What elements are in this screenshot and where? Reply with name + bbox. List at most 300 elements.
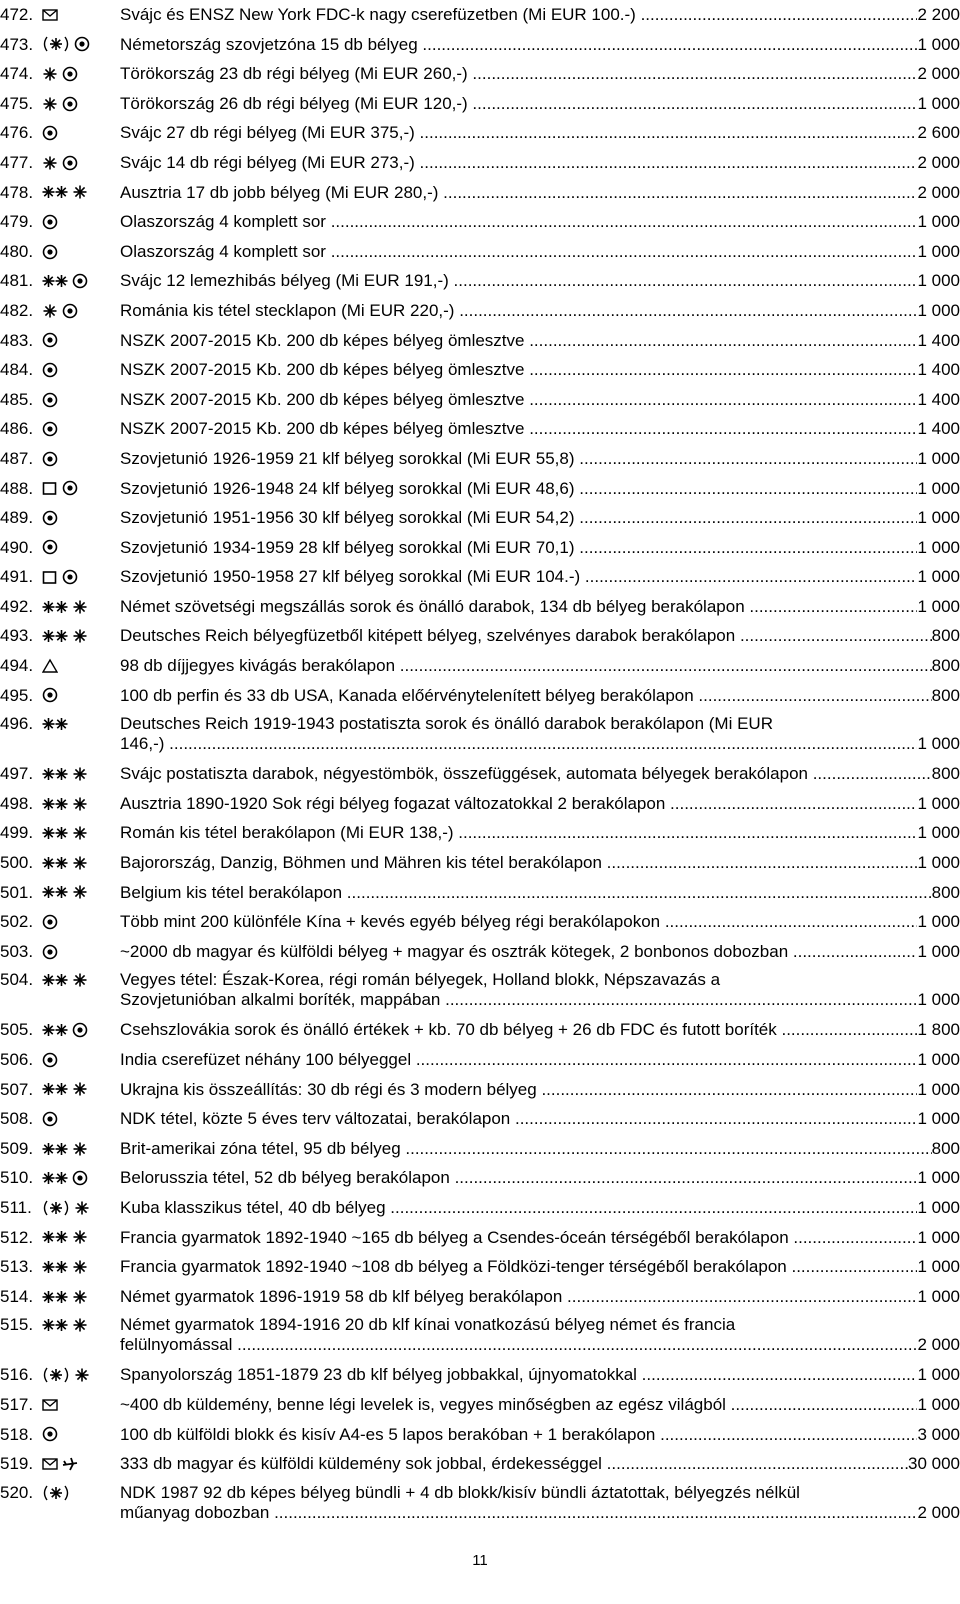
lot-price: 1 000: [917, 789, 960, 819]
lot-icons: [42, 970, 120, 990]
dot-circle-icon: [62, 66, 78, 82]
lot-text: 98 db díjjegyes kivágás berakólapon .....: [120, 651, 932, 681]
lot-number: 503.: [0, 941, 34, 961]
lot-text: Belgium kis tétel berakólapon .....: [120, 878, 932, 908]
lot-row: [0, 1045, 960, 1075]
lot-description: [120, 1134, 960, 1164]
lot-description: [120, 1315, 960, 1355]
double-star-icon: [42, 273, 68, 289]
lot-icons: [42, 118, 120, 148]
lot-icons: [42, 651, 120, 681]
lot-icons: [42, 1223, 120, 1253]
lot-text: India cserefüzet néhány 100 bélyeggel .....: [120, 1045, 917, 1075]
double-star-icon: [42, 1317, 68, 1333]
envelope-icon: [42, 1397, 58, 1413]
lot-icons: [42, 621, 120, 651]
star-icon: [72, 766, 88, 782]
lot-row: [0, 266, 960, 296]
lot-description: [120, 651, 960, 681]
double-star-icon: [42, 884, 68, 900]
lot-icons: [42, 207, 120, 237]
lot-row: [0, 118, 960, 148]
lot-number: 493.: [0, 626, 34, 646]
dot-circle-icon: [42, 1052, 58, 1068]
lot-icons: [42, 759, 120, 789]
lot-price: 1 000: [917, 444, 960, 474]
lot-number: 483.: [0, 330, 34, 350]
lot-row: [0, 89, 960, 119]
lot-text: Német gyarmatok 1896-1919 58 db klf bélyeg berakólapon .....: [120, 1282, 917, 1312]
lot-text: Svájc 27 db régi bélyeg (Mi EUR 375,-) .....: [120, 118, 917, 148]
lot-row: [0, 207, 960, 237]
lot-text: Belorusszia tétel, 52 db bélyeg berakólapon .....: [120, 1163, 917, 1193]
double-star-icon: [42, 796, 68, 812]
lot-number: 477.: [0, 152, 34, 172]
lot-text: Törökország 26 db régi bélyeg (Mi EUR 120,-) .....: [120, 89, 917, 119]
lot-icons: [42, 1449, 120, 1479]
lot-text: Bajorország, Danzig, Böhmen und Mähren kis tétel berakólapon .....: [120, 848, 917, 878]
lot-text: Olaszország 4 komplett sor .....: [120, 237, 917, 267]
lot-icons: [42, 1315, 120, 1335]
lot-description: [120, 503, 960, 533]
lot-price: 2 000: [917, 148, 960, 178]
lot-number: 475.: [0, 93, 34, 113]
lot-description: [120, 1015, 960, 1045]
lot-price: 1 000: [917, 89, 960, 119]
lot-number: 472.: [0, 5, 34, 24]
lot-number: 479.: [0, 212, 34, 232]
lot-price: 1 000: [917, 1282, 960, 1312]
double-star-icon: [42, 1289, 68, 1305]
lot-text: Szovjetunió 1926-1948 24 klf bélyeg sorokkal (Mi EUR 48,6) .....: [120, 474, 917, 504]
lot-price: 1 000: [917, 1045, 960, 1075]
lot-text: Vegyes tétel: Észak-Korea, régi román bélyegek, Holland blokk, Népszavazás a: [120, 970, 721, 990]
lot-icons: [42, 878, 120, 908]
lot-price: 1 000: [917, 562, 960, 592]
dot-circle-icon: [42, 1111, 58, 1127]
dot-circle-icon: [42, 451, 58, 467]
star-icon: [72, 825, 88, 841]
lot-price: 2 000: [917, 59, 960, 89]
lot-price: 2 600: [917, 118, 960, 148]
lot-description: [120, 789, 960, 819]
lot-number: 482.: [0, 300, 34, 320]
lot-text: Szovjetunió 1934-1959 28 klf bélyeg sorokkal (Mi EUR 70,1) .....: [120, 533, 917, 563]
lot-number: 514.: [0, 1286, 34, 1306]
double-star-icon: [42, 1081, 68, 1097]
double-star-icon: [42, 184, 68, 200]
lot-text: Francia gyarmatok 1892-1940 ~165 db bélyeg a Csendes-óceán térségéből berakólapon .....: [120, 1223, 917, 1253]
lot-icons: [42, 562, 120, 592]
double-star-icon: [42, 628, 68, 644]
lot-row: [0, 562, 960, 592]
lot-number: 481.: [0, 271, 34, 291]
lot-row: [0, 907, 960, 937]
lot-description: [120, 1420, 960, 1450]
lot-icons: [42, 789, 120, 819]
lot-price: 1 400: [917, 355, 960, 385]
paren-star-icon: [42, 36, 70, 52]
star-icon: [72, 1081, 88, 1097]
lot-description: [120, 30, 960, 60]
lot-row: [0, 681, 960, 711]
dot-circle-icon: [42, 244, 58, 260]
lot-row: [0, 503, 960, 533]
lot-row: [0, 1390, 960, 1420]
lot-row: [0, 1252, 960, 1282]
lot-price: 1 000: [917, 503, 960, 533]
lot-row: [0, 237, 960, 267]
lot-text-continued: 146,-) .....: [120, 734, 917, 754]
lot-price: 1 000: [917, 30, 960, 60]
lot-description: [120, 1045, 960, 1075]
lot-description: [120, 848, 960, 878]
lot-text: Svájc és ENSZ New York FDC-k nagy cserefüzetben (Mi EUR 100.-) .....: [120, 0, 917, 30]
lot-icons: [42, 30, 120, 60]
lot-icons: [42, 937, 120, 967]
lot-text: ~2000 db magyar és külföldi bélyeg + magyar és osztrák kötegek, 2 bonbonos dobozban .....: [120, 937, 917, 967]
lot-price: 2 000: [917, 1502, 960, 1522]
lot-description: [120, 89, 960, 119]
double-star-icon: [42, 1170, 68, 1186]
star-icon: [72, 1289, 88, 1305]
dot-circle-icon: [42, 214, 58, 230]
lot-row: [0, 1075, 960, 1105]
lot-text: Ausztria 17 db jobb bélyeg (Mi EUR 280,-) .....: [120, 178, 917, 208]
lot-description: [120, 1223, 960, 1253]
lot-text: 100 db külföldi blokk és kisív A4-es 5 lapos berakóban + 1 berakólapon .....: [120, 1420, 917, 1450]
lot-description: [120, 714, 960, 754]
lot-description: [120, 1449, 960, 1479]
lot-icons: [42, 296, 120, 326]
lot-description: [120, 444, 960, 474]
lot-row: [0, 444, 960, 474]
lot-price: 1 000: [917, 734, 960, 754]
dot-circle-icon: [74, 36, 90, 52]
lot-number: 487.: [0, 448, 34, 468]
lot-text: Csehszlovákia sorok és önálló értékek + kb. 70 db bélyeg + 26 db FDC és futott boríték .....: [120, 1015, 917, 1045]
star-icon: [72, 628, 88, 644]
dot-circle-icon: [62, 303, 78, 319]
lot-icons: [42, 533, 120, 563]
lot-text-continued: műanyag dobozban .....: [120, 1503, 917, 1523]
lot-text: Szovjetunió 1926-1959 21 klf bélyeg sorokkal (Mi EUR 55,8) .....: [120, 444, 917, 474]
lot-number: 491.: [0, 567, 34, 587]
lot-icons: [42, 0, 120, 30]
lot-price: 30 000: [908, 1449, 960, 1479]
lot-icons: [42, 1252, 120, 1282]
lot-price: 1 000: [917, 207, 960, 237]
paren-star-icon: [42, 1485, 70, 1501]
star-icon: [72, 1141, 88, 1157]
star-icon: [72, 855, 88, 871]
lot-price: 1 000: [917, 907, 960, 937]
lot-number: 494.: [0, 656, 34, 676]
star-icon: [42, 66, 58, 82]
lot-row: [0, 651, 960, 681]
lot-description: [120, 1075, 960, 1105]
lot-description: [120, 1104, 960, 1134]
lot-description: [120, 296, 960, 326]
lot-price: 1 000: [917, 592, 960, 622]
lot-icons: [42, 1134, 120, 1164]
lot-text: Spanyolország 1851-1879 23 db klf bélyeg jobbakkal, újnyomatokkal .....: [120, 1360, 917, 1390]
lot-text: NSZK 2007-2015 Kb. 200 db képes bélyeg ömlesztve .....: [120, 355, 917, 385]
lot-description: [120, 1163, 960, 1193]
star-icon: [42, 96, 58, 112]
lot-row: [0, 710, 960, 759]
lot-text: Ukrajna kis összeállítás: 30 db régi és 3 modern bélyeg .....: [120, 1075, 917, 1105]
lot-row: [0, 385, 960, 415]
lot-icons: [42, 59, 120, 89]
lot-number: 497.: [0, 764, 34, 784]
lot-number: 492.: [0, 596, 34, 616]
lot-number: 485.: [0, 389, 34, 409]
lot-text: Ausztria 1890-1920 Sok régi bélyeg fogazat változatokkal 2 berakólapon .....: [120, 789, 917, 819]
lot-description: [120, 385, 960, 415]
lot-icons: [42, 681, 120, 711]
lot-price: 3 000: [917, 1420, 960, 1450]
lot-text: Szovjetunió 1951-1956 30 klf bélyeg sorokkal (Mi EUR 54,2) .....: [120, 503, 917, 533]
dot-circle-icon: [42, 1426, 58, 1442]
lot-text: 333 db magyar és külföldi küldemény sok jobbal, érdekességgel .....: [120, 1449, 908, 1479]
lot-description: [120, 970, 960, 1010]
lot-icons: [42, 818, 120, 848]
lot-icons: [42, 237, 120, 267]
lot-row: [0, 1360, 960, 1390]
dot-circle-icon: [62, 96, 78, 112]
lot-description: [120, 1390, 960, 1420]
lot-number: 473.: [0, 34, 34, 54]
lot-text: Román kis tétel berakólapon (Mi EUR 138,-) .....: [120, 818, 917, 848]
lot-row: [0, 1420, 960, 1450]
dot-circle-icon: [42, 510, 58, 526]
star-icon: [42, 303, 58, 319]
lot-price: 1 000: [917, 1223, 960, 1253]
lot-text: Románia kis tétel stecklapon (Mi EUR 220,-) .....: [120, 296, 917, 326]
star-icon: [72, 599, 88, 615]
lot-icons: [42, 178, 120, 208]
lot-description: [120, 326, 960, 356]
lot-number: 484.: [0, 360, 34, 380]
double-star-icon: [42, 716, 68, 732]
lot-description: [120, 1252, 960, 1282]
lot-price: 1 400: [917, 326, 960, 356]
lot-row: [0, 848, 960, 878]
double-star-icon: [42, 766, 68, 782]
lot-row: [0, 1193, 960, 1223]
star-icon: [72, 1317, 88, 1333]
dot-circle-icon: [62, 480, 78, 496]
envelope-icon: [42, 7, 58, 23]
lot-icons: [42, 385, 120, 415]
lot-price: 1 000: [917, 1360, 960, 1390]
lot-text: NDK 1987 92 db képes bélyeg bündli + 4 db blokk/kisív bündli áztatottak, bélyegzés nélkül: [120, 1482, 800, 1502]
lot-text: Olaszország 4 komplett sor .....: [120, 207, 917, 237]
lot-text-continued: felülnyomással .....: [120, 1335, 917, 1355]
square-icon: [42, 480, 58, 496]
lot-description: [120, 1193, 960, 1223]
lot-description: [120, 907, 960, 937]
lot-number: 490.: [0, 537, 34, 557]
lot-description: [120, 355, 960, 385]
lot-icons: [42, 1390, 120, 1420]
star-icon: [74, 1200, 90, 1216]
lot-price: 1 800: [917, 1015, 960, 1045]
lot-row: [0, 1311, 960, 1360]
lot-icons: [42, 1045, 120, 1075]
lot-row: [0, 1015, 960, 1045]
lot-number: 476.: [0, 123, 34, 143]
dot-circle-icon: [42, 539, 58, 555]
lot-row: [0, 937, 960, 967]
star-icon: [72, 796, 88, 812]
lot-description: [120, 759, 960, 789]
lot-icons: [42, 414, 120, 444]
lot-row: [0, 621, 960, 651]
lot-price: 1 000: [917, 1163, 960, 1193]
lot-number: 520.: [0, 1482, 34, 1502]
lot-description: [120, 237, 960, 267]
double-star-icon: [42, 972, 68, 988]
lot-description: [120, 1282, 960, 1312]
lot-row: [0, 0, 960, 30]
lot-icons: [42, 266, 120, 296]
lot-text: Svájc 14 db régi bélyeg (Mi EUR 273,-) .....: [120, 148, 917, 178]
lot-number: 480.: [0, 241, 34, 261]
lot-number: 506.: [0, 1050, 34, 1069]
lot-description: [120, 818, 960, 848]
lot-row: [0, 966, 960, 1015]
lot-icons: [42, 1163, 120, 1193]
lot-text: Kuba klasszikus tétel, 40 db bélyeg .....: [120, 1193, 917, 1223]
lot-description: [120, 118, 960, 148]
lot-price: 1 000: [917, 474, 960, 504]
lot-description: [120, 414, 960, 444]
lot-icons: [42, 1483, 120, 1503]
lot-text: NSZK 2007-2015 Kb. 200 db képes bélyeg ömlesztve .....: [120, 414, 917, 444]
lot-row: [0, 414, 960, 444]
double-star-icon: [42, 1141, 68, 1157]
dot-circle-icon: [72, 1170, 88, 1186]
lot-description: [120, 878, 960, 908]
lot-number: 518.: [0, 1424, 34, 1444]
lot-price: 1 000: [917, 1193, 960, 1223]
lot-row: [0, 355, 960, 385]
lot-number: 516.: [0, 1365, 34, 1385]
double-star-icon: [42, 855, 68, 871]
lot-number: 488.: [0, 478, 34, 498]
lot-description: [120, 592, 960, 622]
lot-price: 1 000: [917, 296, 960, 326]
dot-circle-icon: [62, 155, 78, 171]
star-icon: [74, 1367, 90, 1383]
lot-text: Deutsches Reich 1919-1943 postatiszta sorok és önálló darabok berakólapon (Mi EUR: [120, 714, 773, 734]
lot-text: Német gyarmatok 1894-1916 20 db klf kínai vonatkozású bélyeg német és francia: [120, 1315, 736, 1335]
dot-circle-icon: [42, 914, 58, 930]
lot-price: 1 400: [917, 385, 960, 415]
lot-text: ~400 db küldemény, benne légi levelek is, vegyes minőségben az egész világból .....: [120, 1390, 917, 1420]
lot-row: [0, 59, 960, 89]
lot-text: Németország szovjetzóna 15 db bélyeg .....: [120, 30, 917, 60]
page-number: 11: [472, 1552, 488, 1569]
lot-text: Svájc 12 lemezhibás bélyeg (Mi EUR 191,-) .....: [120, 266, 917, 296]
lot-description: [120, 0, 960, 30]
dot-circle-icon: [42, 362, 58, 378]
lot-icons: [42, 503, 120, 533]
lot-icons: [42, 1193, 120, 1223]
lot-number: 501.: [0, 882, 34, 902]
star-icon: [42, 155, 58, 171]
star-icon: [72, 1259, 88, 1275]
triangle-icon: [42, 658, 58, 674]
lot-icons: [42, 474, 120, 504]
star-icon: [72, 184, 88, 200]
lot-row: [0, 148, 960, 178]
dot-circle-icon: [62, 569, 78, 585]
lot-description: [120, 474, 960, 504]
dot-circle-icon: [42, 421, 58, 437]
lot-text: Deutsches Reich bélyegfüzetből kitépett bélyeg, szelvényes darabok berakólapon .....: [120, 621, 932, 651]
square-icon: [42, 569, 58, 585]
lot-price: 1 000: [917, 937, 960, 967]
lot-row: [0, 1163, 960, 1193]
lot-text-continued: Szovjetunióban alkalmi boríték, mappában .....: [120, 990, 917, 1010]
lot-description: [120, 59, 960, 89]
double-star-icon: [42, 1259, 68, 1275]
lot-number: 502.: [0, 912, 34, 932]
star-icon: [72, 972, 88, 988]
double-star-icon: [42, 1229, 68, 1245]
lot-text: 100 db perfin és 33 db USA, Kanada előérvénytelenített bélyeg berakólapon .....: [120, 681, 932, 711]
lot-price: 2 200: [917, 0, 960, 30]
dot-circle-icon: [42, 944, 58, 960]
lot-number: 512.: [0, 1227, 34, 1247]
lot-description: [120, 937, 960, 967]
lot-icons: [42, 148, 120, 178]
lot-description: [120, 1360, 960, 1390]
lot-row: [0, 30, 960, 60]
dot-circle-icon: [72, 273, 88, 289]
lot-text: Több mint 200 különféle Kína + kevés egyéb bélyeg régi berakólapokon .....: [120, 907, 917, 937]
lot-row: [0, 1134, 960, 1164]
lot-text: Francia gyarmatok 1892-1940 ~108 db bélyeg a Földközi-tenger térségéből berakólapon .....: [120, 1252, 917, 1282]
lot-text: NSZK 2007-2015 Kb. 200 db képes bélyeg ömlesztve .....: [120, 326, 917, 356]
lot-number: 510.: [0, 1168, 34, 1188]
lot-price: 1 400: [917, 414, 960, 444]
lot-row: [0, 1449, 960, 1479]
lot-number: 504.: [0, 970, 34, 990]
lot-icons: [42, 355, 120, 385]
lot-text: Német szövetségi megszállás sorok és önálló darabok, 134 db bélyeg berakólapon .....: [120, 592, 917, 622]
lot-number: 478.: [0, 182, 34, 202]
lot-row: [0, 1223, 960, 1253]
lot-description: [120, 178, 960, 208]
dot-circle-icon: [42, 125, 58, 141]
lot-number: 499.: [0, 823, 34, 843]
lot-description: [120, 266, 960, 296]
lot-number: 509.: [0, 1138, 34, 1158]
lot-number: 515.: [0, 1315, 34, 1335]
lot-text: NSZK 2007-2015 Kb. 200 db képes bélyeg ömlesztve .....: [120, 385, 917, 415]
lot-row: [0, 296, 960, 326]
lot-row: [0, 1479, 960, 1528]
star-icon: [72, 1229, 88, 1245]
lot-number: 517.: [0, 1394, 34, 1414]
dot-circle-icon: [42, 687, 58, 703]
lot-price: 800: [932, 651, 960, 681]
lot-price: 1 000: [917, 533, 960, 563]
